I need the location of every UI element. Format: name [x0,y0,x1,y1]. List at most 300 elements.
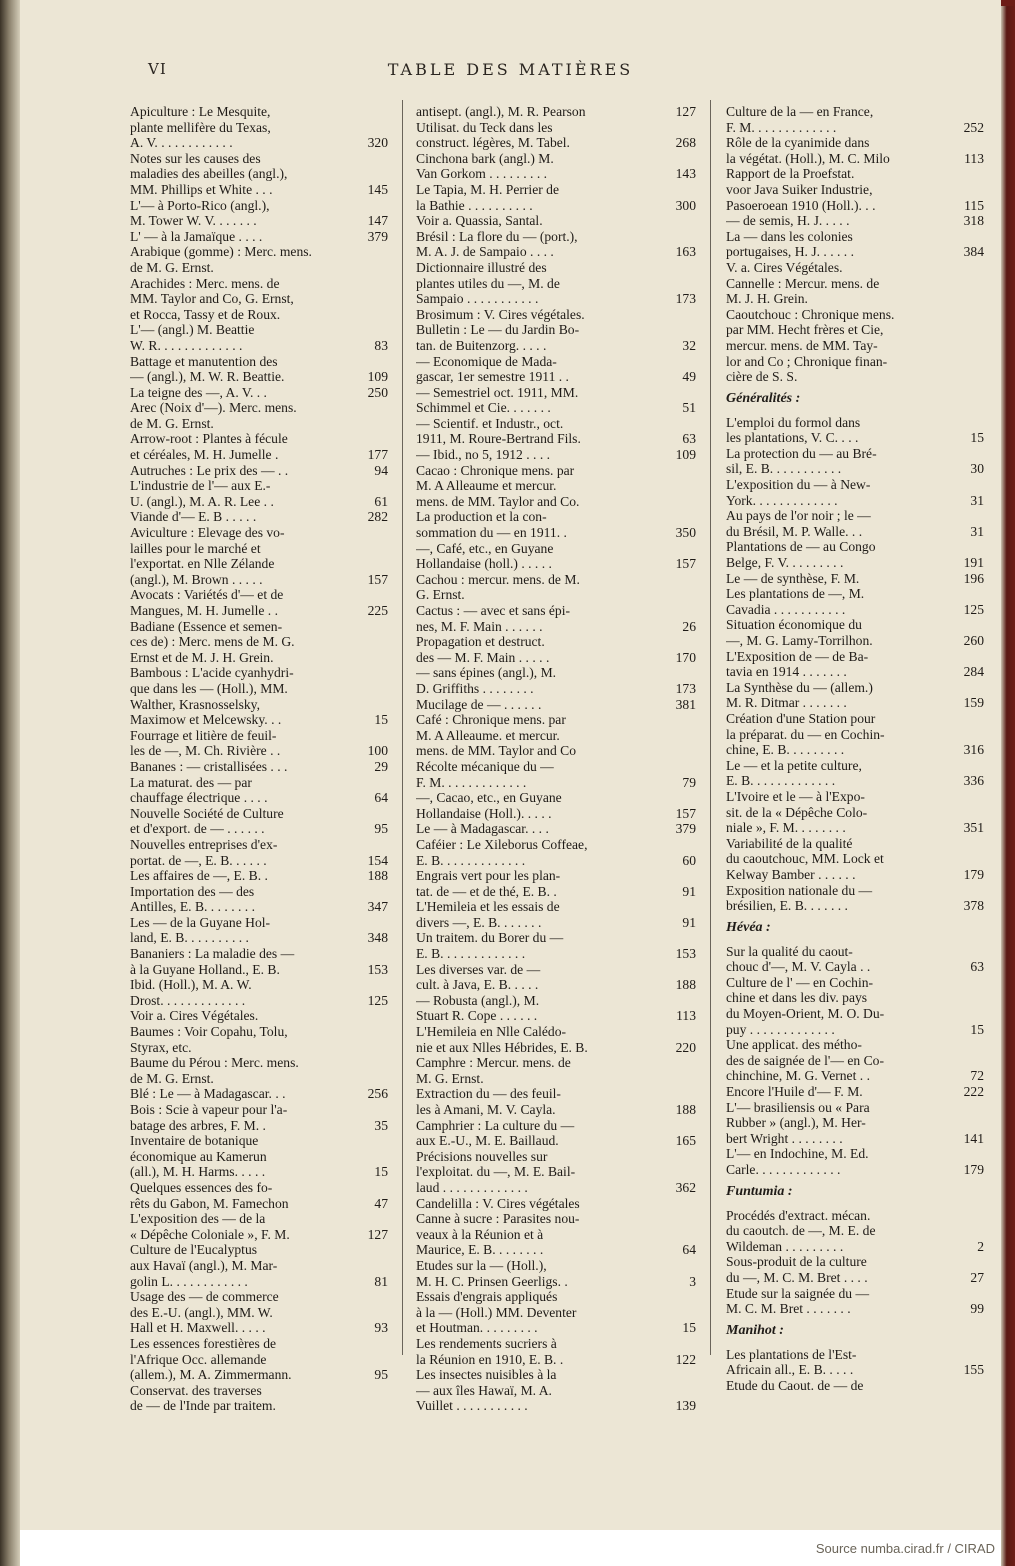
index-entry-line [130,291,388,307]
index-entry-line [416,463,696,479]
index-entry-text: M. Tower W. V. . . . . . . [130,213,257,229]
index-entry-text: chinchine, M. G. Vernet . . [726,1068,870,1084]
index-entry-text: W. R. . . . . . . . . . . . . [130,337,243,353]
index-entry-line [726,555,984,571]
index-entry-line [726,244,984,260]
index-entry-line [726,617,984,633]
index-entry-line [726,104,984,120]
index-page-ref: 179 [963,866,984,882]
index-entry-text: Exposition nationale du — [726,882,873,898]
index-entry-line [130,759,388,775]
index-entry-line [416,244,696,260]
source-credit: Source numba.cirad.fr / CIRAD [815,1541,995,1556]
index-page-ref: 260 [963,633,984,648]
index-page-ref: 384 [963,244,984,260]
index-entry-line [726,322,984,338]
book-spine-shadow [0,0,20,1566]
index-entry-text: tat. de — et de thé, E. B. . [416,883,557,899]
index-page-ref: 63 [682,431,696,447]
index-page-ref: 225 [367,603,388,618]
index-page-ref: 15 [374,712,388,728]
index-entry-text: à la Guyane Holland., E. B. [130,961,280,977]
index-page-ref: 32 [682,337,696,353]
index-entry-line [130,1320,388,1336]
index-entry-line [726,354,984,370]
column-divider-2 [710,100,711,1355]
index-entry-line [416,587,696,603]
index-entry-text: F. M. . . . . . . . . . . . . [416,774,527,790]
index-entry-text: portugaises, H. J. . . . . . [726,244,854,260]
index-entry-line [130,1336,388,1352]
index-page-ref: 113 [676,1008,696,1024]
index-entry-line [416,853,696,869]
index-page-ref: 49 [682,369,696,385]
index-page-ref: 93 [374,1320,388,1336]
index-entry-line [416,1227,696,1243]
index-entry-line [130,1398,388,1414]
index-entry-line [130,1164,388,1180]
index-entry-text: Les diverses var. de — [416,961,541,977]
index-entry-text: antisept. (angl.), M. R. Pearson [416,104,586,119]
index-entry-line [416,1320,696,1336]
index-page-ref: 300 [675,197,696,213]
index-entry-text: Une applicat. des métho- [726,1037,862,1053]
index-entry-text: MM. Taylor and Co, G. Ernst, [130,291,294,307]
index-entry-line [130,868,388,884]
index-entry-text: — Semestriel oct. 1911, MM. [416,384,579,400]
index-entry-line [726,1362,984,1378]
index-entry-line [726,166,984,182]
index-entry-line [726,990,984,1006]
index-page-ref: 122 [675,1351,696,1367]
index-section-heading: Hévéa : [726,919,771,935]
index-entry-line [416,166,696,182]
index-entry-text: batage des arbres, F. M. . [130,1117,266,1133]
index-entry-text: Belge, F. V. . . . . . . . . [726,555,844,571]
index-entry-line [726,742,984,758]
index-entry-text: (angl.), M. Brown . . . . . [130,571,263,587]
index-entry-line [416,198,696,214]
index-entry-text: sit. de la « Dépêche Colo- [726,804,868,820]
index-entry-text: Voir a. Quassia, Santal. [416,213,543,229]
index-entry-line [416,1211,696,1227]
index-entry-text: du Brésil, M. P. Walle. . . [726,523,863,539]
index-entry-text: Usage des — de commerce [130,1289,279,1305]
index-entry-text: de M. G. Ernst. [130,259,214,275]
index-page-ref: 163 [675,244,696,260]
index-entry-line [416,993,696,1009]
index-entry-line [416,884,696,900]
index-entry-text: V. a. Cires Végétales. [726,259,843,275]
index-entry-text: lor and Co ; Chronique finan- [726,353,888,369]
index-entry-line [726,1347,984,1363]
index-entry-text: mens. de MM. Taylor and Co [416,743,577,759]
index-entry-line [416,572,696,588]
index-entry-line [130,1227,388,1243]
index-entry-text: Notes sur les causes des [130,150,261,166]
index-page-ref: 191 [963,555,984,571]
index-entry-line [726,758,984,774]
index-entry-line [416,712,696,728]
index-entry-text: Les plantations de l'Est- [726,1346,857,1362]
index-entry-text: L'Hemileia en Nlle Calédo- [416,1024,567,1040]
index-page-ref: 26 [682,618,696,634]
index-entry-line [726,369,984,385]
index-entry-line [726,1239,984,1255]
index-entry-text: Rôle de la cyanimide dans [726,135,870,151]
index-entry-text: du —, M. C. M. Bret . . . . [726,1269,868,1285]
index-entry-text: Vuillet . . . . . . . . . . . [416,1398,528,1414]
index-entry-line [416,182,696,198]
index-page-ref: 72 [970,1068,984,1084]
index-entry-text: Hall et H. Maxwell. . . . . [130,1320,266,1336]
index-entry-line [416,1383,696,1399]
index-entry-text: Mangues, M. H. Jumelle . . [130,603,279,618]
index-entry-text: des — M. F. Main . . . . . [416,649,550,665]
index-page-ref: 127 [675,104,696,119]
index-entry-text: la Bathie . . . . . . . . . . [416,197,533,213]
index-page-ref: 157 [675,805,696,821]
index-entry-text: Avocats : Variétés d'— et de [130,587,284,603]
index-entry-text: du caoutch. de —, M. E. de [726,1223,876,1239]
index-entry-text: des E.-U. (angl.), MM. W. [130,1304,273,1320]
index-entry-text: de — de l'Inde par traitem. [130,1398,276,1414]
index-page-ref: 188 [367,868,388,884]
index-entry-line [130,946,388,962]
index-entry-line [416,930,696,946]
index-entry-line [726,1146,984,1162]
index-entry-line [726,229,984,245]
index-entry-line [130,556,388,572]
index-page-ref: 83 [374,337,388,353]
index-entry-line [130,650,388,666]
index-entry-line [416,478,696,494]
index-entry-line [416,1274,696,1290]
index-page-ref: 188 [675,1102,696,1117]
index-entry-line [416,525,696,541]
index-page-ref: 64 [374,790,388,806]
index-entry-text: —, M. G. Lamy-Torrilhon. [726,633,873,648]
index-page-ref: 125 [963,601,984,617]
index-page-ref: 282 [367,509,388,525]
index-entry-text: Le — à Madagascar. . . . [416,821,549,837]
index-page-ref: 177 [367,447,388,463]
index-entry-text: Situation économique du [726,617,862,633]
index-entry-text: chauffage électrique . . . . [130,790,268,806]
index-entry-line [726,1037,984,1053]
index-entry-text: Bananiers : La maladie des — [130,946,295,962]
index-entry-text: sil, E. B. . . . . . . . . . . [726,461,842,477]
index-entry-line [130,120,388,136]
index-entry-line [130,385,388,401]
index-entry-text: Ernst et de M. J. H. Grein. [130,649,274,665]
index-entry-text: Bambous : L'acide cyanhydri- [130,665,294,681]
index-page-ref: 51 [682,400,696,416]
index-entry-line [726,633,984,649]
index-page-ref: 220 [675,1039,696,1055]
index-entry-text: Un traitem. du Borer du — [416,930,564,946]
index-entry-line [726,493,984,509]
index-page-ref: 91 [682,914,696,930]
index-entry-text: Cannelle : Mercur. mens. de [726,275,880,291]
index-entry-line [130,447,388,463]
index-entry-line [130,1274,388,1290]
index-entry-text: Importation des — des [130,883,255,899]
index-entry-line [726,1378,984,1394]
index-page-ref: 125 [367,992,388,1008]
index-entry-text: Caoutchouc : Chronique mens. [726,306,895,322]
index-entry-text: Arrow-root : Plantes à fécule [130,431,288,447]
index-entry-line [726,586,984,602]
index-entry-line [726,1006,984,1022]
index-entry-text: — Economique de Mada- [416,353,557,369]
index-entry-line [726,1223,984,1239]
index-entry-text: Fourrage et litière de feuil- [130,727,277,743]
index-entry-text: MM. Phillips et White . . . [130,181,273,197]
index-page-ref: 99 [970,1301,984,1317]
index-page-ref: 173 [675,291,696,307]
index-entry-line [130,400,388,416]
index-page-ref: 35 [374,1117,388,1133]
index-page-ref: 347 [367,899,388,915]
index-entry-text: Mucilage de — . . . . . . [416,696,542,712]
index-entry-text: la végétat. (Holl.), M. C. Milo [726,150,890,166]
index-entry-text: La Synthèse du — (allem.) [726,679,873,695]
index-section-heading: Funtumia : [726,1183,793,1199]
index-page-ref: 30 [970,461,984,477]
index-entry-text: Arec (Noix d'—). Merc. mens. [130,400,297,416]
index-entry-text: Au pays de l'or noir ; le — [726,508,871,524]
index-entry-line [130,1118,388,1134]
index-entry-line [130,1367,388,1383]
index-entry-text: Sampaio . . . . . . . . . . . [416,291,539,307]
index-entry-line [130,322,388,338]
index-entry-text: Cacao : Chronique mens. par [416,462,575,478]
index-page-ref: 141 [963,1130,984,1146]
index-entry-text: M. A. J. de Sampaio . . . . [416,244,554,260]
index-entry-line [130,1211,388,1227]
book-cover-edge [1001,0,1015,1566]
index-entry-line [726,291,984,307]
index-entry-line [416,1071,696,1087]
index-entry-text: (all.), M. H. Harms. . . . . [130,1164,266,1180]
index-page-ref: 250 [367,384,388,400]
index-entry-text: à la — (Holl.) MM. Deventer [416,1304,577,1320]
index-page-ref: 60 [682,852,696,868]
index-entry-line [130,899,388,915]
index-entry-text: Ibid. (Holl.), M. A. W. [130,977,252,993]
index-entry-text: Candelilla : V. Cires végétales [416,1195,580,1211]
index-entry-text: M. G. Ernst. [416,1070,484,1086]
index-entry-text: Sur la qualité du caout- [726,943,853,959]
index-entry-text: (allem.), M. A. Zimmermann. [130,1367,292,1383]
index-entry-line [416,1164,696,1180]
index-page-ref: 320 [367,135,388,151]
index-entry-line [130,509,388,525]
index-entry-line [130,1071,388,1087]
index-page-ref: 165 [675,1133,696,1149]
index-entry-line [416,385,696,401]
index-page-ref: 15 [970,430,984,446]
index-page-ref: 31 [970,492,984,508]
index-page-ref: 284 [963,664,984,680]
index-entry-line [726,276,984,292]
index-entry-line [130,821,388,837]
index-entry-line [416,837,696,853]
index-entry-line [726,1254,984,1270]
index-column-1 [130,104,388,1414]
index-column-2 [416,104,696,1414]
index-entry-text: plante mellifère du Texas, [130,119,271,135]
index-entry-line [726,695,984,711]
index-entry-text: que dans les — (Holl.), MM. [130,680,288,696]
index-entry-text: Cinchona bark (angl.) M. [416,150,554,166]
index-entry-text: tan. de Buitenzorg. . . . . [416,337,547,353]
document-page [20,0,1001,1530]
index-entry-line [130,166,388,182]
index-entry-line [130,962,388,978]
index-entry-line [726,649,984,665]
index-entry-line [416,1352,696,1368]
index-page-ref: 256 [367,1086,388,1102]
index-entry-text: Battage et manutention des [130,353,278,369]
index-page-ref: 115 [964,197,984,213]
index-entry-line [726,524,984,540]
index-entry-line [726,182,984,198]
index-entry-line [416,775,696,791]
index-entry-line [130,743,388,759]
index-entry-line [130,790,388,806]
index-entry-text: cière de S. S. [726,369,798,385]
index-entry-line [416,915,696,931]
index-entry-text: Etudes sur la — (Holl.), [416,1257,547,1273]
index-entry-line [416,899,696,915]
index-entry-line [726,1162,984,1178]
index-entry-line [130,728,388,744]
index-entry-text: — Robusta (angl.), M. [416,992,540,1008]
index-entry-text: de M. G. Ernst. [130,415,214,431]
index-entry-line [130,1102,388,1118]
index-entry-text: L'Ivoire et le — à l'Expo- [726,788,865,804]
index-page-ref: 145 [367,181,388,197]
index-entry-text: Hollandaise (Holl.). . . . . [416,805,552,821]
index-entry-text: l'exportat. en Nlle Zélande [130,556,275,572]
index-entry-line [416,1040,696,1056]
index-page-ref: 147 [367,213,388,229]
index-entry-text: Inventaire de botanique [130,1133,259,1149]
index-entry-text: Apiculture : Le Mesquite, [130,104,271,119]
index-entry-line [416,541,696,557]
index-entry-text: L'emploi du formol dans [726,414,861,430]
index-entry-text: sommation du — en 1911. . [416,525,567,541]
index-entry-line [130,1149,388,1165]
index-entry-line [726,1270,984,1286]
index-entry-text: Schimmel et Cie. . . . . . . [416,400,551,416]
index-page-ref: 173 [675,680,696,696]
index-entry-line [416,400,696,416]
index-page-ref: 153 [367,961,388,977]
index-page-ref: 95 [374,1367,388,1383]
index-entry-line [416,634,696,650]
index-entry-line [130,775,388,791]
index-entry-line [416,977,696,993]
index-entry-line [416,1055,696,1071]
index-page-ref: 351 [963,820,984,836]
index-entry-text: Arachides : Merc. mens. de [130,275,280,291]
index-entry-line [726,602,984,618]
index-entry-line [416,416,696,432]
index-page-ref: 113 [964,150,984,166]
index-entry-text: La production et la con- [416,509,547,525]
index-entry-line [416,1258,696,1274]
index-page-ref: 318 [963,213,984,229]
page-number: VI [148,60,167,78]
index-entry-line [416,322,696,338]
index-entry-line [416,447,696,463]
index-entry-line [726,446,984,462]
index-entry-text: Les — de la Guyane Hol- [130,914,271,930]
index-entry-line [726,260,984,276]
index-entry-text: La protection du — au Bré- [726,445,877,461]
index-entry-text: Autruches : Le prix des — . . [130,462,289,478]
index-entry-text: et céréales, M. H. Jumelle . [130,447,279,463]
index-entry-text: Africain all., E. B. . . . . [726,1362,854,1378]
index-entry-line [726,944,984,960]
index-entry-text: L'— brasiliensis ou « Para [726,1099,870,1115]
index-entry-text: Variabilité de la qualité [726,835,853,851]
index-entry-line [416,151,696,167]
index-entry-text: Précisions nouvelles sur [416,1148,548,1164]
index-entry-text: U. (angl.), M. A. R. Lee . . [130,493,274,509]
index-page-ref: 63 [970,959,984,975]
index-entry-text: land, E. B. . . . . . . . . . [130,930,249,946]
index-entry-text: mens. de MM. Taylor and Co. [416,493,580,509]
index-entry-text: — de semis, H. J. . . . . [726,213,850,229]
index-entry-text: les à Amani, M. V. Cayla. [416,1102,556,1117]
index-page-ref: 47 [374,1195,388,1211]
index-entry-line [130,1352,388,1368]
index-entry-line [726,135,984,151]
index-entry-text: La teigne des —, A. V. . . [130,384,267,400]
index-entry-text: Les insectes nuisibles à la [416,1367,557,1383]
index-entry-text: Badiane (Essence et semen- [130,618,283,634]
index-entry-line [416,697,696,713]
index-entry-line [726,867,984,883]
index-entry-text: L'— (angl.) M. Beattie [130,322,255,338]
index-entry-text: M. A Alleaume et mercur. [416,478,557,494]
index-entry-line [130,712,388,728]
index-entry-text: mercur. mens. de MM. Tay- [726,337,878,353]
index-entry-line [726,213,984,229]
index-entry-line [416,369,696,385]
index-entry-text: Pasoeroean 1910 (Holl.). . . [726,197,876,213]
index-entry-text: Brésil : La flore du — (port.), [416,228,578,244]
index-entry-text: Bulletin : Le — du Jardin Bo- [416,322,580,338]
index-entry-line [130,572,388,588]
index-entry-text: Walther, Krasnosselsky, [130,696,260,712]
index-entry-line [416,790,696,806]
index-entry-text: de M. G. Ernst. [130,1070,214,1086]
index-entry-text: chouc d'—, M. V. Cayla . . [726,959,871,975]
index-entry-text: aux Havaï (angl.), M. Mar- [130,1257,278,1273]
index-entry-text: Camphre : Mercur. mens. de [416,1055,571,1071]
index-entry-text: Camphrier : La culture du — [416,1117,575,1133]
index-entry-text: Canne à sucre : Parasites nou- [416,1211,580,1227]
index-entry-text: Conservat. des traverses [130,1382,262,1398]
index-entry-line [416,1305,696,1321]
index-entry-text: Création d'une Station pour [726,710,876,726]
index-entry-text: par MM. Hecht frères et Cie, [726,322,884,338]
